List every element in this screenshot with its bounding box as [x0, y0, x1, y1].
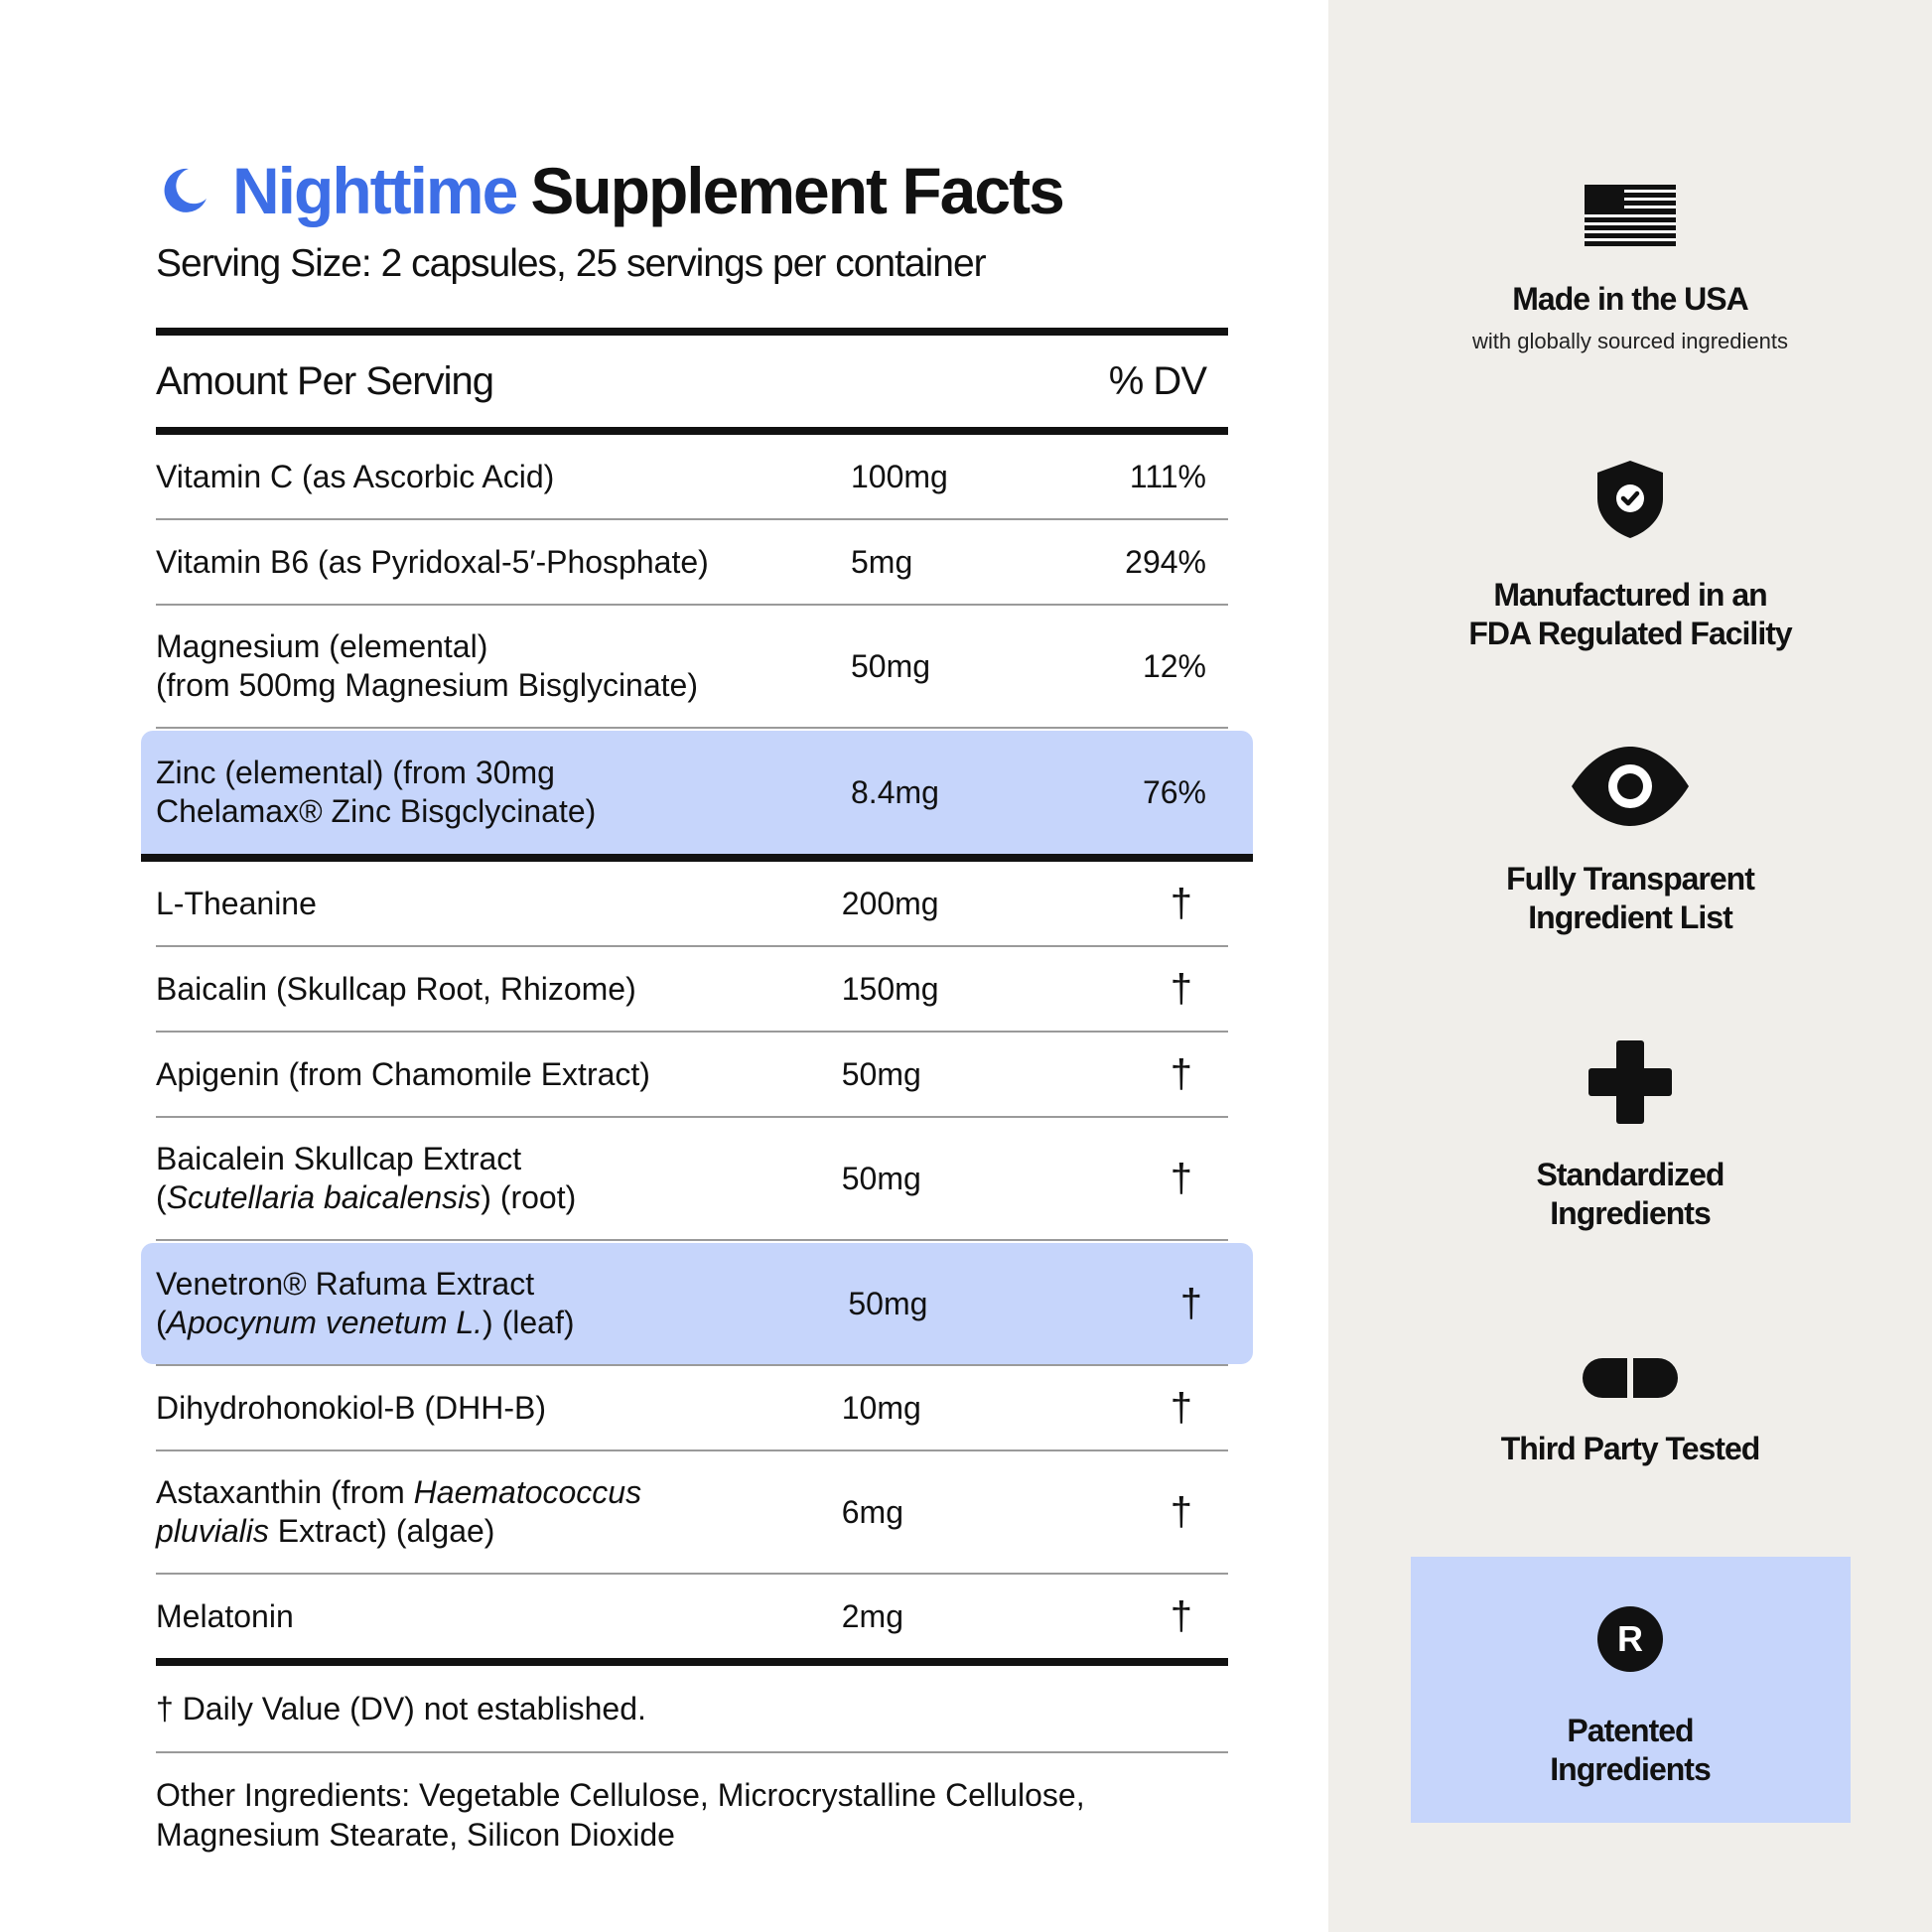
feature-title-line2: FDA Regulated Facility	[1468, 616, 1792, 651]
ingredient-amount: 50mg	[848, 1285, 928, 1321]
feature-title-line2: Ingredients	[1550, 1195, 1711, 1231]
ingredient-name-line1: Astaxanthin (from Haematococcus	[156, 1474, 642, 1510]
table-header	[156, 336, 1228, 427]
ingredient-name	[156, 1473, 842, 1551]
ingredient-dv: †	[1170, 1051, 1192, 1096]
table-row	[156, 1033, 1228, 1118]
table-row	[156, 435, 1228, 520]
ingredient-name-line2: Chelamax® Zinc Bisgclycinate)	[156, 793, 597, 829]
ingredient-amount: 6mg	[841, 1493, 903, 1530]
ingredient-dv: 294%	[1125, 543, 1206, 580]
ingredient-amount: 8.4mg	[851, 773, 939, 810]
ingredient-name-line2: (from 500mg Magnesium Bisglycinate)	[156, 667, 698, 703]
page-title	[159, 149, 1063, 232]
feature-title-line1: Standardized	[1536, 1157, 1725, 1192]
ingredient-name	[156, 627, 851, 705]
ingredient-name-line1: Baicalein Skullcap Extract	[156, 1141, 522, 1176]
feature-transparent	[1328, 745, 1932, 937]
header-rule	[156, 427, 1228, 435]
amount-header: Amount Per Serving	[156, 358, 493, 403]
ingredient-name-line2: pluvialis Extract) (algae)	[156, 1513, 495, 1549]
ingredient-name-line2: (Apocynum venetum L.) (leaf)	[156, 1305, 575, 1340]
feature-fda-facility	[1328, 459, 1932, 653]
ingredient-amount: 100mg	[851, 458, 948, 494]
ingredient-dv: †	[1170, 1593, 1192, 1638]
dv-header: % DV	[1108, 358, 1206, 403]
feature-title-line1: Fully Transparent	[1506, 861, 1754, 897]
table-row	[156, 1118, 1228, 1241]
eye-icon	[1570, 745, 1691, 828]
facts-table	[156, 328, 1228, 1855]
other-ingredients: Other Ingredients: Vegetable Cellulose, Microcrystalline Cellulose, Magnesium Stearate, Silicon Dioxide	[156, 1777, 1085, 1853]
ingredient-amount: 2mg	[841, 1597, 903, 1634]
ingredient-name	[156, 754, 851, 831]
ingredient-dv: 111%	[1129, 458, 1206, 494]
capsule-icon	[1583, 1358, 1678, 1398]
feature-patented	[1328, 1606, 1932, 1789]
table-row	[156, 520, 1228, 606]
ingredient-amount: 50mg	[851, 647, 931, 684]
ingredient-rows	[156, 435, 1228, 1666]
table-row	[156, 1364, 1228, 1451]
registered-mark-icon	[1597, 1606, 1663, 1672]
ingredient-name: Baicalin (Skullcap Root, Rhizome)	[156, 970, 636, 1007]
feature-title: Third Party Tested	[1500, 1431, 1760, 1466]
dv-footnote: † Daily Value (DV) not established.	[156, 1666, 1228, 1753]
feature-standardized	[1328, 1040, 1932, 1233]
ingredient-name	[156, 1140, 842, 1217]
ingredient-amount: 10mg	[841, 1389, 921, 1426]
feature-title-line1: Manufactured in an	[1493, 577, 1767, 613]
ingredient-amount: 150mg	[841, 970, 939, 1007]
table-row	[156, 1451, 1228, 1575]
ingredient-amount: 50mg	[841, 1160, 921, 1196]
ingredient-dv: †	[1170, 1489, 1192, 1534]
table-row	[156, 947, 1228, 1033]
ingredient-dv: †	[1170, 1156, 1192, 1200]
ingredient-amount: 50mg	[841, 1055, 921, 1092]
plus-cross-icon	[1588, 1040, 1672, 1124]
feature-title-line2: Ingredient List	[1528, 899, 1732, 935]
crescent-moon-icon	[159, 165, 210, 216]
table-row-highlighted	[141, 1243, 1253, 1364]
top-rule	[156, 328, 1228, 336]
ingredient-name	[156, 1265, 848, 1342]
table-row	[156, 1575, 1228, 1666]
ingredient-dv: †	[1170, 881, 1192, 925]
feature-made-in-usa	[1328, 185, 1932, 354]
us-flag-icon	[1585, 185, 1676, 246]
table-row	[156, 862, 1228, 947]
ingredient-dv: 12%	[1142, 647, 1206, 684]
feature-title: Made in the USA	[1512, 281, 1748, 317]
ingredient-name: Dihydrohonokiol-B (DHH-B)	[156, 1389, 546, 1426]
ingredient-name: Melatonin	[156, 1597, 294, 1634]
ingredient-name: Vitamin B6 (as Pyridoxal-5′-Phosphate)	[156, 543, 709, 580]
table-row	[156, 606, 1228, 729]
feature-title-line2: Ingredients	[1550, 1751, 1711, 1787]
ingredient-dv: †	[1179, 1281, 1202, 1325]
table-row-highlighted	[141, 731, 1253, 862]
ingredient-name-line1: Magnesium (elemental)	[156, 628, 488, 664]
ingredient-amount: 200mg	[841, 885, 939, 921]
serving-size: Serving Size: 2 capsules, 25 servings per container	[156, 242, 986, 285]
ingredient-name-line1: Venetron® Rafuma Extract	[156, 1266, 535, 1302]
ingredient-dv: †	[1170, 966, 1192, 1011]
ingredient-name: Apigenin (from Chamomile Extract)	[156, 1055, 650, 1092]
ingredient-dv: †	[1170, 1385, 1192, 1430]
title-accent: Nighttime	[232, 154, 517, 227]
feature-third-party	[1328, 1358, 1932, 1468]
ingredient-name: Vitamin C (as Ascorbic Acid)	[156, 458, 555, 494]
shield-check-icon	[1595, 459, 1665, 540]
feature-subtitle: with globally sourced ingredients	[1472, 329, 1788, 353]
ingredient-amount: 5mg	[851, 543, 913, 580]
ingredient-name-line1: Zinc (elemental) (from 30mg	[156, 755, 555, 790]
ingredient-name: L-Theanine	[156, 885, 317, 921]
svg-text:R: R	[1617, 1618, 1643, 1659]
ingredient-dv: 76%	[1142, 773, 1206, 810]
feature-title-line1: Patented	[1567, 1713, 1694, 1748]
ingredient-name-line2: (Scutellaria baicalensis) (root)	[156, 1179, 577, 1215]
title-main: Supplement Facts	[530, 154, 1063, 227]
